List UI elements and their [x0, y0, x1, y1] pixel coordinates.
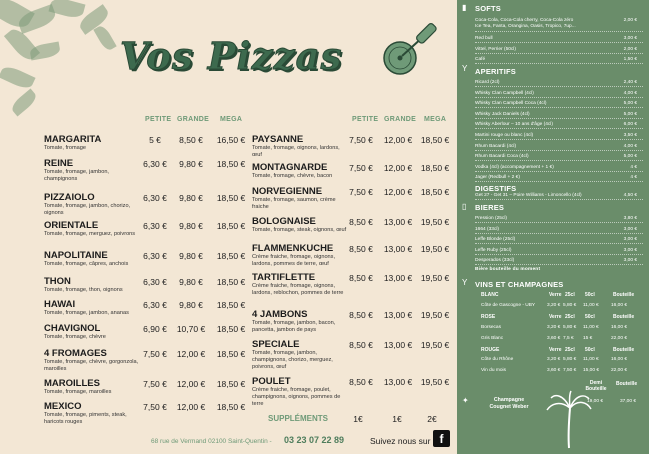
pizza-price-petite: 8,50 € [349, 244, 373, 254]
pizza-ingredients: Tomate, fromage, câpres, anchois [44, 261, 129, 267]
pizza-price-mega: 19,50 € [420, 310, 450, 320]
beer-mug-icon: ▯ [462, 202, 467, 211]
pizza-price-grande: 12,00 € [176, 349, 206, 359]
drink-row [475, 225, 643, 234]
pizza-price-grande: 13,00 € [383, 340, 413, 350]
pizza-name: MAROILLES [44, 378, 100, 389]
pizza-price-mega: 18,50 € [216, 379, 246, 389]
drink-price: 3,80 € [623, 216, 637, 221]
drink-row [475, 16, 643, 32]
drink-label: Ricard (2cl) [475, 80, 500, 85]
drink-label: 1664 (33cl) [475, 226, 499, 232]
drink-label: Coca-Cola, Coca-Cola cherry, Coca-Cola zéro [475, 18, 574, 23]
wine-price: 11,00 € [583, 357, 599, 362]
pizza-ingredients: Tomate, fromage, piments, steak, haricots rouges [44, 412, 127, 425]
wine-col-header: Bouteille [613, 347, 635, 353]
pizza-name: ORIENTALE [44, 220, 99, 231]
drink-price: 3,00 € [623, 247, 637, 253]
wine-price: 5,80 € [563, 303, 577, 308]
pizza-ingredients: Crème fraiche, fromage, oignons, lardons, pommes de terre, œuf [252, 254, 336, 267]
pizza-name: BOLOGNAISE [252, 216, 316, 227]
wine-label: Côte de Gascogne - UBY [481, 303, 536, 308]
wine-group-label: ROUGE [481, 347, 500, 353]
pizza-name: MONTAGNARDE [252, 162, 328, 173]
drink-price: 3,00 € [623, 36, 637, 41]
wine-col-header: 25cl [565, 347, 575, 353]
pizza-price-grande: 8,50 € [179, 135, 203, 145]
drink-price: 2,00 € [623, 47, 637, 52]
pizza-price-mega: 18,50 € [216, 324, 246, 334]
pizza-price-grande: 9,80 € [179, 300, 203, 310]
wine-price: 3,60 € [547, 336, 561, 341]
wine-label: Côte du Rhône [481, 357, 514, 362]
pizza-price-grande: 9,80 € [179, 251, 203, 261]
pizza-price-petite: 6,30 € [143, 300, 167, 310]
pizza-name: NORVEGIENNE [252, 186, 323, 197]
drink-price: 3,00 € [623, 258, 637, 264]
champagne-glasses-icon: ✦ [462, 396, 469, 405]
wine-col-header: Verre [549, 347, 562, 353]
pizza-price-mega: 19,50 € [420, 273, 450, 283]
wine-price: 22,00 € [611, 336, 628, 341]
pizza-ingredients: Tomate, fromage, jambon, ananas [44, 310, 129, 316]
drink-row [475, 214, 643, 223]
drink-label: Leffe Blonde (25cl) [475, 237, 516, 243]
pizza-name: HAWAI [44, 299, 76, 310]
pizza-name: TARTIFLETTE [252, 272, 316, 283]
wine-col-header: 25cl [565, 292, 575, 298]
wine-col-header: Verre [549, 292, 562, 298]
pizza-price-grande: 12,00 € [383, 163, 413, 173]
pizza-name: MEXICO [44, 401, 82, 412]
drink-label: Whisky Clan Campbell Coca (4cl) [475, 101, 547, 107]
drink-row [475, 256, 643, 265]
phone-number[interactable]: 03 23 07 22 89 [284, 435, 345, 445]
leaf-decoration [9, 89, 39, 117]
wine-price: 15,00 € [583, 368, 600, 373]
champagne-label: Champagne Cougnet Weber [489, 397, 529, 410]
pizza-ingredients: Tomate, fromage [44, 145, 86, 151]
drink-row [475, 142, 643, 151]
wine-col-header: Bouteille [613, 292, 635, 298]
drink-label: Café [475, 57, 486, 62]
pizza-price-petite: 5 € [149, 135, 161, 145]
pizza-price-petite: 8,50 € [349, 217, 373, 227]
wine-price: 3,60 € [547, 368, 561, 373]
leaf-decoration [93, 24, 116, 53]
pizza-ingredients: Tomate, fromage, oignons, lardons, œuf [252, 145, 340, 158]
drink-row [475, 55, 643, 64]
pizza-price-mega: 18,50 € [216, 402, 246, 412]
pizza-price-grande: 13,00 € [383, 217, 413, 227]
drink-label: Rhum Bacardi Coca (4cl) [475, 154, 529, 160]
supplement-price-grande: 1€ [392, 414, 402, 424]
pizza-price-grande: 13,00 € [383, 273, 413, 283]
pizza-price-petite: 6,30 € [143, 221, 167, 231]
drink-row [475, 78, 643, 87]
pizza-price-petite: 6,30 € [143, 193, 167, 203]
drink-label: Pression (25cl) [475, 216, 507, 221]
drink-price: 5,00 € [623, 101, 637, 107]
aperitifs-title: APERITIFS [475, 67, 516, 76]
pizza-ingredients: Tomate, fromage, jambon, champignons, chorizo, merguez, poivrons, œuf [252, 350, 333, 370]
pizza-price-petite: 6,90 € [143, 324, 167, 334]
cocktail-glass-icon: Y [462, 64, 468, 73]
drink-row [475, 246, 643, 255]
wine-price: 7,5 € [563, 336, 574, 341]
drink-label: Whisky Jack Daniels (4cl) [475, 111, 530, 117]
pizza-ingredients: Tomate, fromage, jambon, chorizo, oignons [44, 203, 131, 216]
champagne-col-bouteille: Bouteille [616, 381, 638, 387]
drink-row [475, 45, 643, 54]
col-header-grande: GRANDE [384, 116, 417, 123]
pizza-price-mega: 18,50 € [420, 163, 450, 173]
wine-price: 22,00 € [611, 368, 628, 373]
wine-price: 5,80 € [563, 357, 577, 362]
pizza-price-mega: 19,50 € [420, 377, 450, 387]
drink-row [475, 131, 643, 140]
pizza-price-petite: 8,50 € [349, 340, 373, 350]
pizza-price-petite: 6,30 € [143, 159, 167, 169]
palm-tree-icon [545, 390, 593, 450]
drink-row [475, 99, 643, 108]
pizza-name: 4 JAMBONS [252, 309, 308, 320]
drink-price: 6,00 € [623, 122, 637, 128]
pizza-name: POULET [252, 376, 291, 387]
pizza-ingredients: Tomate, fromage, jambon, bacon, pancetta, jambon de pays [252, 320, 336, 333]
drink-price: 4 € [630, 175, 637, 181]
drink-label: Vodka (4cl) (accompagnement + 1 €) [475, 164, 554, 170]
drink-price: 5,00 € [623, 154, 637, 160]
wine-price: 3,20 € [547, 325, 561, 330]
champagne-price-demi: 19,00 € [587, 399, 604, 404]
drink-price: 4,50 € [623, 193, 637, 198]
drink-label: Jager (Redbull + 2 €) [475, 175, 520, 181]
drink-price: 2,00 € [623, 18, 637, 23]
drink-row [475, 235, 643, 244]
pizza-price-grande: 9,80 € [179, 277, 203, 287]
drink-price: 5,00 € [623, 111, 637, 117]
wine-price: 5,80 € [563, 325, 577, 330]
pizza-ingredients: Crème fraiche, fromage, poulet, champignons, oignons, pommes de terre [252, 387, 341, 407]
wine-col-header: Bouteille [613, 314, 635, 320]
supplement-price-petite: 1€ [353, 414, 363, 424]
drink-row [475, 152, 643, 161]
supplement-price-mega: 2€ [427, 414, 437, 424]
col-header-petite: PETITE [145, 116, 172, 123]
wine-col-header: 50cl [585, 292, 595, 298]
biere-note: Bière bouteille du moment [475, 267, 541, 272]
pizza-price-petite: 7,50 € [349, 135, 373, 145]
drink-label: Whisky Aberlour – 10 ans d'âge (4cl) [475, 122, 553, 128]
col-header-mega: MEGA [220, 116, 243, 123]
pizza-ingredients: Tomate, fromage, steak, oignons, œuf [252, 227, 347, 233]
drink-row [475, 34, 643, 43]
drink-row [475, 191, 643, 200]
pizza-price-grande: 13,00 € [383, 377, 413, 387]
pizza-ingredients: Tomate, fromage, chèvre [44, 334, 106, 340]
drink-row [475, 163, 643, 172]
wine-glass-icon: Y [462, 278, 468, 287]
wine-label: Borsecas [481, 325, 501, 330]
drink-label: Martini rouge ou blanc (4cl) [475, 133, 534, 138]
drink-price: 4,00 € [623, 90, 637, 96]
bottle-icon: ▮ [462, 3, 467, 12]
pizza-price-petite: 8,50 € [349, 310, 373, 320]
pizza-price-grande: 13,00 € [383, 244, 413, 254]
drinks-panel [457, 0, 649, 454]
drink-price: 3,00 € [623, 226, 637, 232]
wine-price: 16,00 € [611, 325, 628, 330]
facebook-icon[interactable]: f [433, 430, 450, 447]
drink-label: Whisky Clan Campbell (4cl) [475, 90, 534, 96]
pizza-price-mega: 18,50 € [216, 277, 246, 287]
col-header-mega: MEGA [424, 116, 447, 123]
wine-price: 7,50 € [563, 368, 577, 373]
address: 68 rue de Vermand 02100 Saint-Quentin - [151, 438, 272, 445]
drink-price: 1,50 € [623, 57, 637, 62]
wine-price: 15 € [583, 336, 593, 341]
wine-col-header: 50cl [585, 314, 595, 320]
pizza-name: CHAVIGNOL [44, 323, 101, 334]
softs-title: SOFTS [475, 4, 502, 13]
pizza-price-grande: 12,00 € [176, 402, 206, 412]
pizza-name: NAPOLITAINE [44, 250, 108, 261]
drink-row [475, 173, 643, 182]
pizza-price-grande: 9,80 € [179, 193, 203, 203]
pizza-ingredients: Tomate, fromage, jambon, champignons [44, 169, 109, 182]
pizza-name: PIZZAIOLO [44, 192, 95, 203]
follow-us-label: Suivez nous sur [370, 436, 431, 446]
pizza-price-mega: 18,50 € [216, 159, 246, 169]
wine-price: 11,00 € [583, 303, 599, 308]
pizza-price-grande: 13,00 € [383, 310, 413, 320]
pizza-ingredients: Tomate, fromage, chèvre, bacon [252, 173, 333, 179]
pizza-price-mega: 16,50 € [216, 135, 246, 145]
wine-col-header: Verre [549, 314, 562, 320]
pizza-ingredients: Tomate, fromage, maroilles [44, 389, 112, 395]
bieres-title: BIERES [475, 203, 505, 212]
pizza-price-grande: 12,00 € [383, 187, 413, 197]
pizza-name: 4 FROMAGES [44, 348, 107, 359]
pizza-price-petite: 6,30 € [143, 251, 167, 261]
pizza-name: SPECIALE [252, 339, 300, 350]
pizza-name: THON [44, 276, 71, 287]
wine-col-header: 50cl [585, 347, 595, 353]
pizza-price-mega: 18,50 € [420, 187, 450, 197]
wine-label: Gris Blanc [481, 336, 504, 341]
vins-title: VINS ET CHAMPAGNES [475, 280, 564, 289]
pizza-ingredients: Tomate, fromage, thon, oignons [44, 287, 123, 293]
wine-group-label: ROSE [481, 314, 496, 320]
pizza-price-petite: 8,50 € [349, 273, 373, 283]
drink-row [475, 120, 643, 129]
pizza-name: REINE [44, 158, 74, 169]
wine-label: Vin du mois [481, 368, 506, 373]
drink-price: 3,50 € [623, 133, 637, 138]
drink-price: 4 € [630, 164, 637, 170]
pizza-price-mega: 18,50 € [420, 135, 450, 145]
pizza-cutter-icon [378, 14, 448, 79]
pizza-price-grande: 12,00 € [176, 379, 206, 389]
drink-price: 2,40 € [623, 80, 637, 85]
pizza-name: PAYSANNE [252, 134, 304, 145]
supplements-label: SUPPLÉMENTS [268, 414, 329, 423]
pizza-price-mega: 18,50 € [216, 349, 246, 359]
pizza-price-petite: 8,50 € [349, 377, 373, 387]
pizza-ingredients: Crème fraiche, fromage, oignons, lardons, reblochon, pommes de terre [252, 283, 344, 296]
pizza-price-mega: 18,50 € [216, 300, 246, 310]
drink-label: Desperados (33cl) [475, 258, 515, 264]
pizza-price-mega: 18,50 € [216, 251, 246, 261]
pizza-price-grande: 9,80 € [179, 159, 203, 169]
pizza-ingredients: Tomate, fromage, saumon, crème fraiche [252, 197, 336, 210]
wine-price: 11,00 € [583, 325, 599, 330]
drink-label: Vittel, Perrier (50cl) [475, 47, 516, 52]
pizza-price-petite: 7,50 € [143, 349, 167, 359]
champagne-col-demi: Demi Bouteille [585, 380, 607, 392]
drink-row [475, 89, 643, 98]
pizza-price-grande: 9,80 € [179, 221, 203, 231]
pizza-ingredients: Tomate, fromage, chèvre, gorgonzola, maroilles [44, 359, 139, 372]
drink-label: Ice Tea, Fanta, Orangina, Oasis, Tropico, 7up... [475, 24, 576, 29]
pizza-price-mega: 19,50 € [420, 244, 450, 254]
col-header-petite: PETITE [352, 116, 379, 123]
digestifs-title: DIGESTIFS [475, 184, 517, 193]
pizza-price-petite: 7,50 € [143, 379, 167, 389]
pizza-price-petite: 7,50 € [349, 187, 373, 197]
champagne-price-bouteille: 37,00 € [620, 399, 637, 404]
wine-price: 3,20 € [547, 303, 561, 308]
drink-label: Leffe Ruby (25cl) [475, 247, 512, 253]
pizza-price-mega: 18,50 € [216, 193, 246, 203]
drink-label: Rhum Bacardi (4cl) [475, 143, 517, 149]
drink-row [475, 110, 643, 119]
wine-price: 16,00 € [611, 357, 628, 362]
pizza-price-mega: 19,50 € [420, 217, 450, 227]
col-header-grande: GRANDE [177, 116, 210, 123]
drink-label: Red bull [475, 36, 493, 41]
pizza-price-petite: 7,50 € [349, 163, 373, 173]
pizza-price-grande: 12,00 € [383, 135, 413, 145]
wine-price: 16,00 € [611, 303, 628, 308]
pizza-price-mega: 19,50 € [420, 340, 450, 350]
pizza-price-mega: 18,50 € [216, 221, 246, 231]
pizza-name: MARGARITA [44, 134, 102, 145]
drink-label: Get 27 - Get 31 – Poire Williams - Limoncello (4cl) [475, 193, 582, 198]
pizza-price-grande: 10,70 € [176, 324, 206, 334]
wine-price: 3,20 € [547, 357, 561, 362]
page-title: Vos Pizzas [120, 34, 343, 78]
wine-col-header: 25cl [565, 314, 575, 320]
wine-group-label: BLANC [481, 292, 499, 298]
drink-price: 3,00 € [623, 237, 637, 243]
drink-price: 4,00 € [623, 143, 637, 149]
pizza-price-petite: 7,50 € [143, 402, 167, 412]
pizza-ingredients: Tomate, fromage, merguez, poivrons [44, 231, 136, 237]
pizza-name: FLAMMENKUCHE [252, 243, 334, 254]
pizza-price-petite: 6,30 € [143, 277, 167, 287]
